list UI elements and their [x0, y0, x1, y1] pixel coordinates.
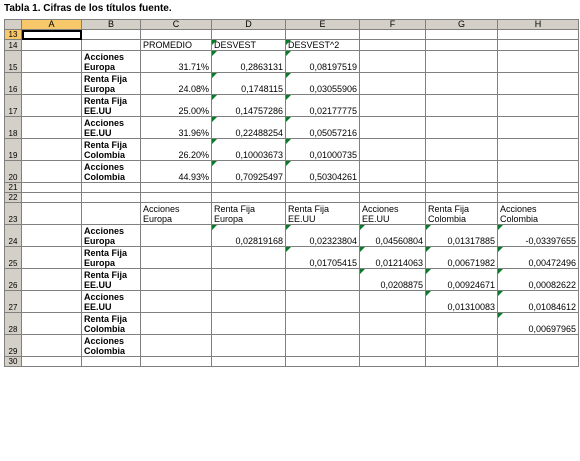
table-row: [5, 40, 579, 51]
cell-d20[interactable]: 0,70925497: [212, 161, 286, 183]
cell-b26[interactable]: Renta Fija EE.UU: [82, 269, 141, 291]
cell-g13[interactable]: [426, 30, 498, 40]
cell-h16[interactable]: [498, 73, 579, 95]
cell-h13[interactable]: [498, 30, 579, 40]
cell-h21[interactable]: [498, 183, 579, 193]
cell-h15[interactable]: [498, 51, 579, 73]
error-indicator-icon: [212, 95, 217, 100]
cell-e27[interactable]: [286, 291, 360, 313]
cell-g18[interactable]: [426, 117, 498, 139]
cell-g27[interactable]: 0,01310083: [426, 291, 498, 313]
cell-e22[interactable]: [286, 193, 360, 203]
cell-f13[interactable]: [360, 30, 426, 40]
cell-a18[interactable]: [22, 117, 82, 139]
row-header-21[interactable]: 21: [5, 183, 22, 193]
error-indicator-icon: [286, 95, 291, 100]
column-header-f[interactable]: F: [360, 20, 426, 30]
error-indicator-icon: [286, 247, 291, 252]
cell-a28[interactable]: [22, 313, 82, 335]
error-indicator-icon: [212, 225, 217, 230]
cell-g23[interactable]: Renta Fija Colombia: [426, 203, 498, 225]
cell-f22[interactable]: [360, 193, 426, 203]
cell-d26[interactable]: [212, 269, 286, 291]
cell-e21[interactable]: [286, 183, 360, 193]
cell-e23[interactable]: Renta Fija EE.UU: [286, 203, 360, 225]
cell-c30[interactable]: [141, 357, 212, 367]
cell-f20[interactable]: [360, 161, 426, 183]
cell-h23[interactable]: Acciones Colombia: [498, 203, 579, 225]
table-row: [5, 313, 579, 335]
cell-b23[interactable]: [82, 203, 141, 225]
cell-e24[interactable]: 0,02323804: [286, 225, 360, 247]
error-indicator-icon: [360, 225, 365, 230]
cell-g20[interactable]: [426, 161, 498, 183]
cell-h18[interactable]: [498, 117, 579, 139]
cell-c14[interactable]: PROMEDIO: [141, 40, 212, 51]
table-row: [5, 193, 579, 203]
cell-a27[interactable]: [22, 291, 82, 313]
cell-g26[interactable]: 0,00924671: [426, 269, 498, 291]
cell-f14[interactable]: [360, 40, 426, 51]
cell-e29[interactable]: [286, 335, 360, 357]
cell-a25[interactable]: [22, 247, 82, 269]
row-header-24[interactable]: 24: [5, 225, 22, 247]
cell-a13[interactable]: [22, 30, 82, 40]
cell-e19[interactable]: 0,01000735: [286, 139, 360, 161]
error-indicator-icon: [212, 40, 217, 45]
cell-h24[interactable]: -0,03397655: [498, 225, 579, 247]
cell-c21[interactable]: [141, 183, 212, 193]
cell-c26[interactable]: [141, 269, 212, 291]
error-indicator-icon: [286, 139, 291, 144]
cell-a29[interactable]: [22, 335, 82, 357]
cell-e26[interactable]: [286, 269, 360, 291]
table-row: [5, 357, 579, 367]
cell-e25[interactable]: 0,01705415: [286, 247, 360, 269]
cell-a23[interactable]: [22, 203, 82, 225]
cell-a15[interactable]: [22, 51, 82, 73]
cell-f17[interactable]: [360, 95, 426, 117]
cell-a24[interactable]: [22, 225, 82, 247]
row-header-22[interactable]: 22: [5, 193, 22, 203]
cell-e17[interactable]: 0,02177775: [286, 95, 360, 117]
cell-b30[interactable]: [82, 357, 141, 367]
cell-c24[interactable]: [141, 225, 212, 247]
row-header-17[interactable]: 17: [5, 95, 22, 117]
cell-c28[interactable]: [141, 313, 212, 335]
row-header-18[interactable]: 18: [5, 117, 22, 139]
row-header-25[interactable]: 25: [5, 247, 22, 269]
cell-e30[interactable]: [286, 357, 360, 367]
cell-g25[interactable]: 0,00671982: [426, 247, 498, 269]
cell-e14[interactable]: DESVEST^2: [286, 40, 360, 51]
cell-g22[interactable]: [426, 193, 498, 203]
cell-b15[interactable]: Acciones Europa: [82, 51, 141, 73]
cell-d25[interactable]: [212, 247, 286, 269]
cell-d23[interactable]: Renta Fija Europa: [212, 203, 286, 225]
table-row: [5, 139, 579, 161]
cell-g24[interactable]: 0,01317885: [426, 225, 498, 247]
column-header-row: [5, 20, 579, 30]
row-header-26[interactable]: 26: [5, 269, 22, 291]
table-row: [5, 247, 579, 269]
cell-f24[interactable]: 0,04560804: [360, 225, 426, 247]
cell-g30[interactable]: [426, 357, 498, 367]
cell-c27[interactable]: [141, 291, 212, 313]
cell-b20[interactable]: Acciones Colombia: [82, 161, 141, 183]
cell-b24[interactable]: Acciones Europa: [82, 225, 141, 247]
cell-e28[interactable]: [286, 313, 360, 335]
row-header-27[interactable]: 27: [5, 291, 22, 313]
cell-d16[interactable]: 0,1748115: [212, 73, 286, 95]
cell-d30[interactable]: [212, 357, 286, 367]
cell-g16[interactable]: [426, 73, 498, 95]
cell-d19[interactable]: 0,10003673: [212, 139, 286, 161]
cell-e16[interactable]: 0,03055906: [286, 73, 360, 95]
cell-a30[interactable]: [22, 357, 82, 367]
column-header-g[interactable]: G: [426, 20, 498, 30]
cell-a26[interactable]: [22, 269, 82, 291]
cell-h20[interactable]: [498, 161, 579, 183]
error-indicator-icon: [426, 291, 431, 296]
cell-b28[interactable]: Renta Fija Colombia: [82, 313, 141, 335]
cell-h19[interactable]: [498, 139, 579, 161]
cell-c18[interactable]: 31.96%: [141, 117, 212, 139]
cell-f30[interactable]: [360, 357, 426, 367]
cell-e13[interactable]: [286, 30, 360, 40]
cell-c17[interactable]: 25.00%: [141, 95, 212, 117]
table-row: [5, 291, 579, 313]
cell-f28[interactable]: [360, 313, 426, 335]
cell-h25[interactable]: 0,00472496: [498, 247, 579, 269]
cell-h27[interactable]: 0,01084612: [498, 291, 579, 313]
cell-e15[interactable]: 0,08197519: [286, 51, 360, 73]
cell-f26[interactable]: 0,0208875: [360, 269, 426, 291]
cell-d21[interactable]: [212, 183, 286, 193]
cell-e20[interactable]: 0,50304261: [286, 161, 360, 183]
error-indicator-icon: [286, 73, 291, 78]
cell-d17[interactable]: 0,14757286: [212, 95, 286, 117]
row-header-30[interactable]: 30: [5, 357, 22, 367]
cell-g15[interactable]: [426, 51, 498, 73]
cell-c29[interactable]: [141, 335, 212, 357]
error-indicator-icon: [498, 225, 503, 230]
table-row: [5, 225, 579, 247]
cell-b17[interactable]: Renta Fija EE.UU: [82, 95, 141, 117]
cell-d27[interactable]: [212, 291, 286, 313]
row-header-15[interactable]: 15: [5, 51, 22, 73]
column-header-c[interactable]: C: [141, 20, 212, 30]
cell-d24[interactable]: 0,02819168: [212, 225, 286, 247]
cell-f18[interactable]: [360, 117, 426, 139]
cell-c25[interactable]: [141, 247, 212, 269]
cell-a20[interactable]: [22, 161, 82, 183]
error-indicator-icon: [426, 247, 431, 252]
cell-b25[interactable]: Renta Fija Europa: [82, 247, 141, 269]
table-row: [5, 335, 579, 357]
cell-c13[interactable]: [141, 30, 212, 40]
cell-c22[interactable]: [141, 193, 212, 203]
cell-b14[interactable]: [82, 40, 141, 51]
cell-a16[interactable]: [22, 73, 82, 95]
cell-b13[interactable]: [82, 30, 141, 40]
spreadsheet-grid[interactable]: [4, 19, 579, 367]
row-header-16[interactable]: 16: [5, 73, 22, 95]
cell-a14[interactable]: [22, 40, 82, 51]
cell-g17[interactable]: [426, 95, 498, 117]
cell-d28[interactable]: [212, 313, 286, 335]
error-indicator-icon: [286, 117, 291, 122]
cell-b18[interactable]: Acciones EE.UU: [82, 117, 141, 139]
cell-f16[interactable]: [360, 73, 426, 95]
error-indicator-icon: [286, 225, 291, 230]
cell-h29[interactable]: [498, 335, 579, 357]
cell-b16[interactable]: Renta Fija Europa: [82, 73, 141, 95]
cell-b22[interactable]: [82, 193, 141, 203]
cell-f21[interactable]: [360, 183, 426, 193]
column-header-b[interactable]: B: [82, 20, 141, 30]
cell-a19[interactable]: [22, 139, 82, 161]
cell-d14[interactable]: DESVEST: [212, 40, 286, 51]
row-header-14[interactable]: 14: [5, 40, 22, 51]
select-all-corner[interactable]: [5, 20, 22, 30]
error-indicator-icon: [212, 161, 217, 166]
table-row: [5, 269, 579, 291]
cell-h17[interactable]: [498, 95, 579, 117]
cell-g28[interactable]: [426, 313, 498, 335]
cell-e18[interactable]: 0,05057216: [286, 117, 360, 139]
error-indicator-icon: [286, 40, 291, 45]
row-header-29[interactable]: 29: [5, 335, 22, 357]
column-header-d[interactable]: D: [212, 20, 286, 30]
error-indicator-icon: [498, 291, 503, 296]
cell-b27[interactable]: Acciones EE.UU: [82, 291, 141, 313]
cell-f19[interactable]: [360, 139, 426, 161]
error-indicator-icon: [498, 313, 503, 318]
cell-d22[interactable]: [212, 193, 286, 203]
cell-h14[interactable]: [498, 40, 579, 51]
cell-c16[interactable]: 24.08%: [141, 73, 212, 95]
cell-a17[interactable]: [22, 95, 82, 117]
cell-c15[interactable]: 31.71%: [141, 51, 212, 73]
row-header-23[interactable]: 23: [5, 203, 22, 225]
cell-f23[interactable]: Acciones EE.UU: [360, 203, 426, 225]
cell-g19[interactable]: [426, 139, 498, 161]
cell-f15[interactable]: [360, 51, 426, 73]
table-caption: Tabla 1. Cifras de los títulos fuente.: [4, 3, 172, 14]
cell-h28[interactable]: 0,00697965: [498, 313, 579, 335]
row-header-28[interactable]: 28: [5, 313, 22, 335]
error-indicator-icon: [426, 225, 431, 230]
error-indicator-icon: [426, 269, 431, 274]
table-row: [5, 161, 579, 183]
cell-a21[interactable]: [22, 183, 82, 193]
cell-g14[interactable]: [426, 40, 498, 51]
cell-h22[interactable]: [498, 193, 579, 203]
cell-h30[interactable]: [498, 357, 579, 367]
error-indicator-icon: [286, 51, 291, 56]
error-indicator-icon: [498, 269, 503, 274]
cell-f29[interactable]: [360, 335, 426, 357]
table-row: [5, 73, 579, 95]
table-row: [5, 95, 579, 117]
cell-f27[interactable]: [360, 291, 426, 313]
cell-c19[interactable]: 26.20%: [141, 139, 212, 161]
column-header-e[interactable]: E: [286, 20, 360, 30]
cell-d29[interactable]: [212, 335, 286, 357]
cell-g21[interactable]: [426, 183, 498, 193]
error-indicator-icon: [212, 73, 217, 78]
table-row: [5, 117, 579, 139]
error-indicator-icon: [360, 247, 365, 252]
table-row: [5, 203, 579, 225]
error-indicator-icon: [212, 117, 217, 122]
error-indicator-icon: [498, 247, 503, 252]
cell-c23[interactable]: Acciones Europa: [141, 203, 212, 225]
error-indicator-icon: [286, 161, 291, 166]
cell-g29[interactable]: [426, 335, 498, 357]
row-header-13[interactable]: 13: [5, 30, 22, 40]
cell-f25[interactable]: 0,01214063: [360, 247, 426, 269]
cell-c20[interactable]: 44.93%: [141, 161, 212, 183]
cell-h26[interactable]: 0,00082622: [498, 269, 579, 291]
cell-d13[interactable]: [212, 30, 286, 40]
cell-d18[interactable]: 0,22488254: [212, 117, 286, 139]
error-indicator-icon: [360, 269, 365, 274]
cell-d15[interactable]: 0,2863131: [212, 51, 286, 73]
column-header-a[interactable]: A: [22, 20, 82, 30]
row-header-19[interactable]: 19: [5, 139, 22, 161]
table-row: [5, 51, 579, 73]
error-indicator-icon: [212, 51, 217, 56]
column-header-h[interactable]: H: [498, 20, 579, 30]
row-header-20[interactable]: 20: [5, 161, 22, 183]
table-row: [5, 183, 579, 193]
error-indicator-icon: [212, 139, 217, 144]
cell-b19[interactable]: Renta Fija Colombia: [82, 139, 141, 161]
cell-b29[interactable]: Acciones Colombia: [82, 335, 141, 357]
table-row: [5, 30, 579, 40]
cell-a22[interactable]: [22, 193, 82, 203]
cell-b21[interactable]: [82, 183, 141, 193]
